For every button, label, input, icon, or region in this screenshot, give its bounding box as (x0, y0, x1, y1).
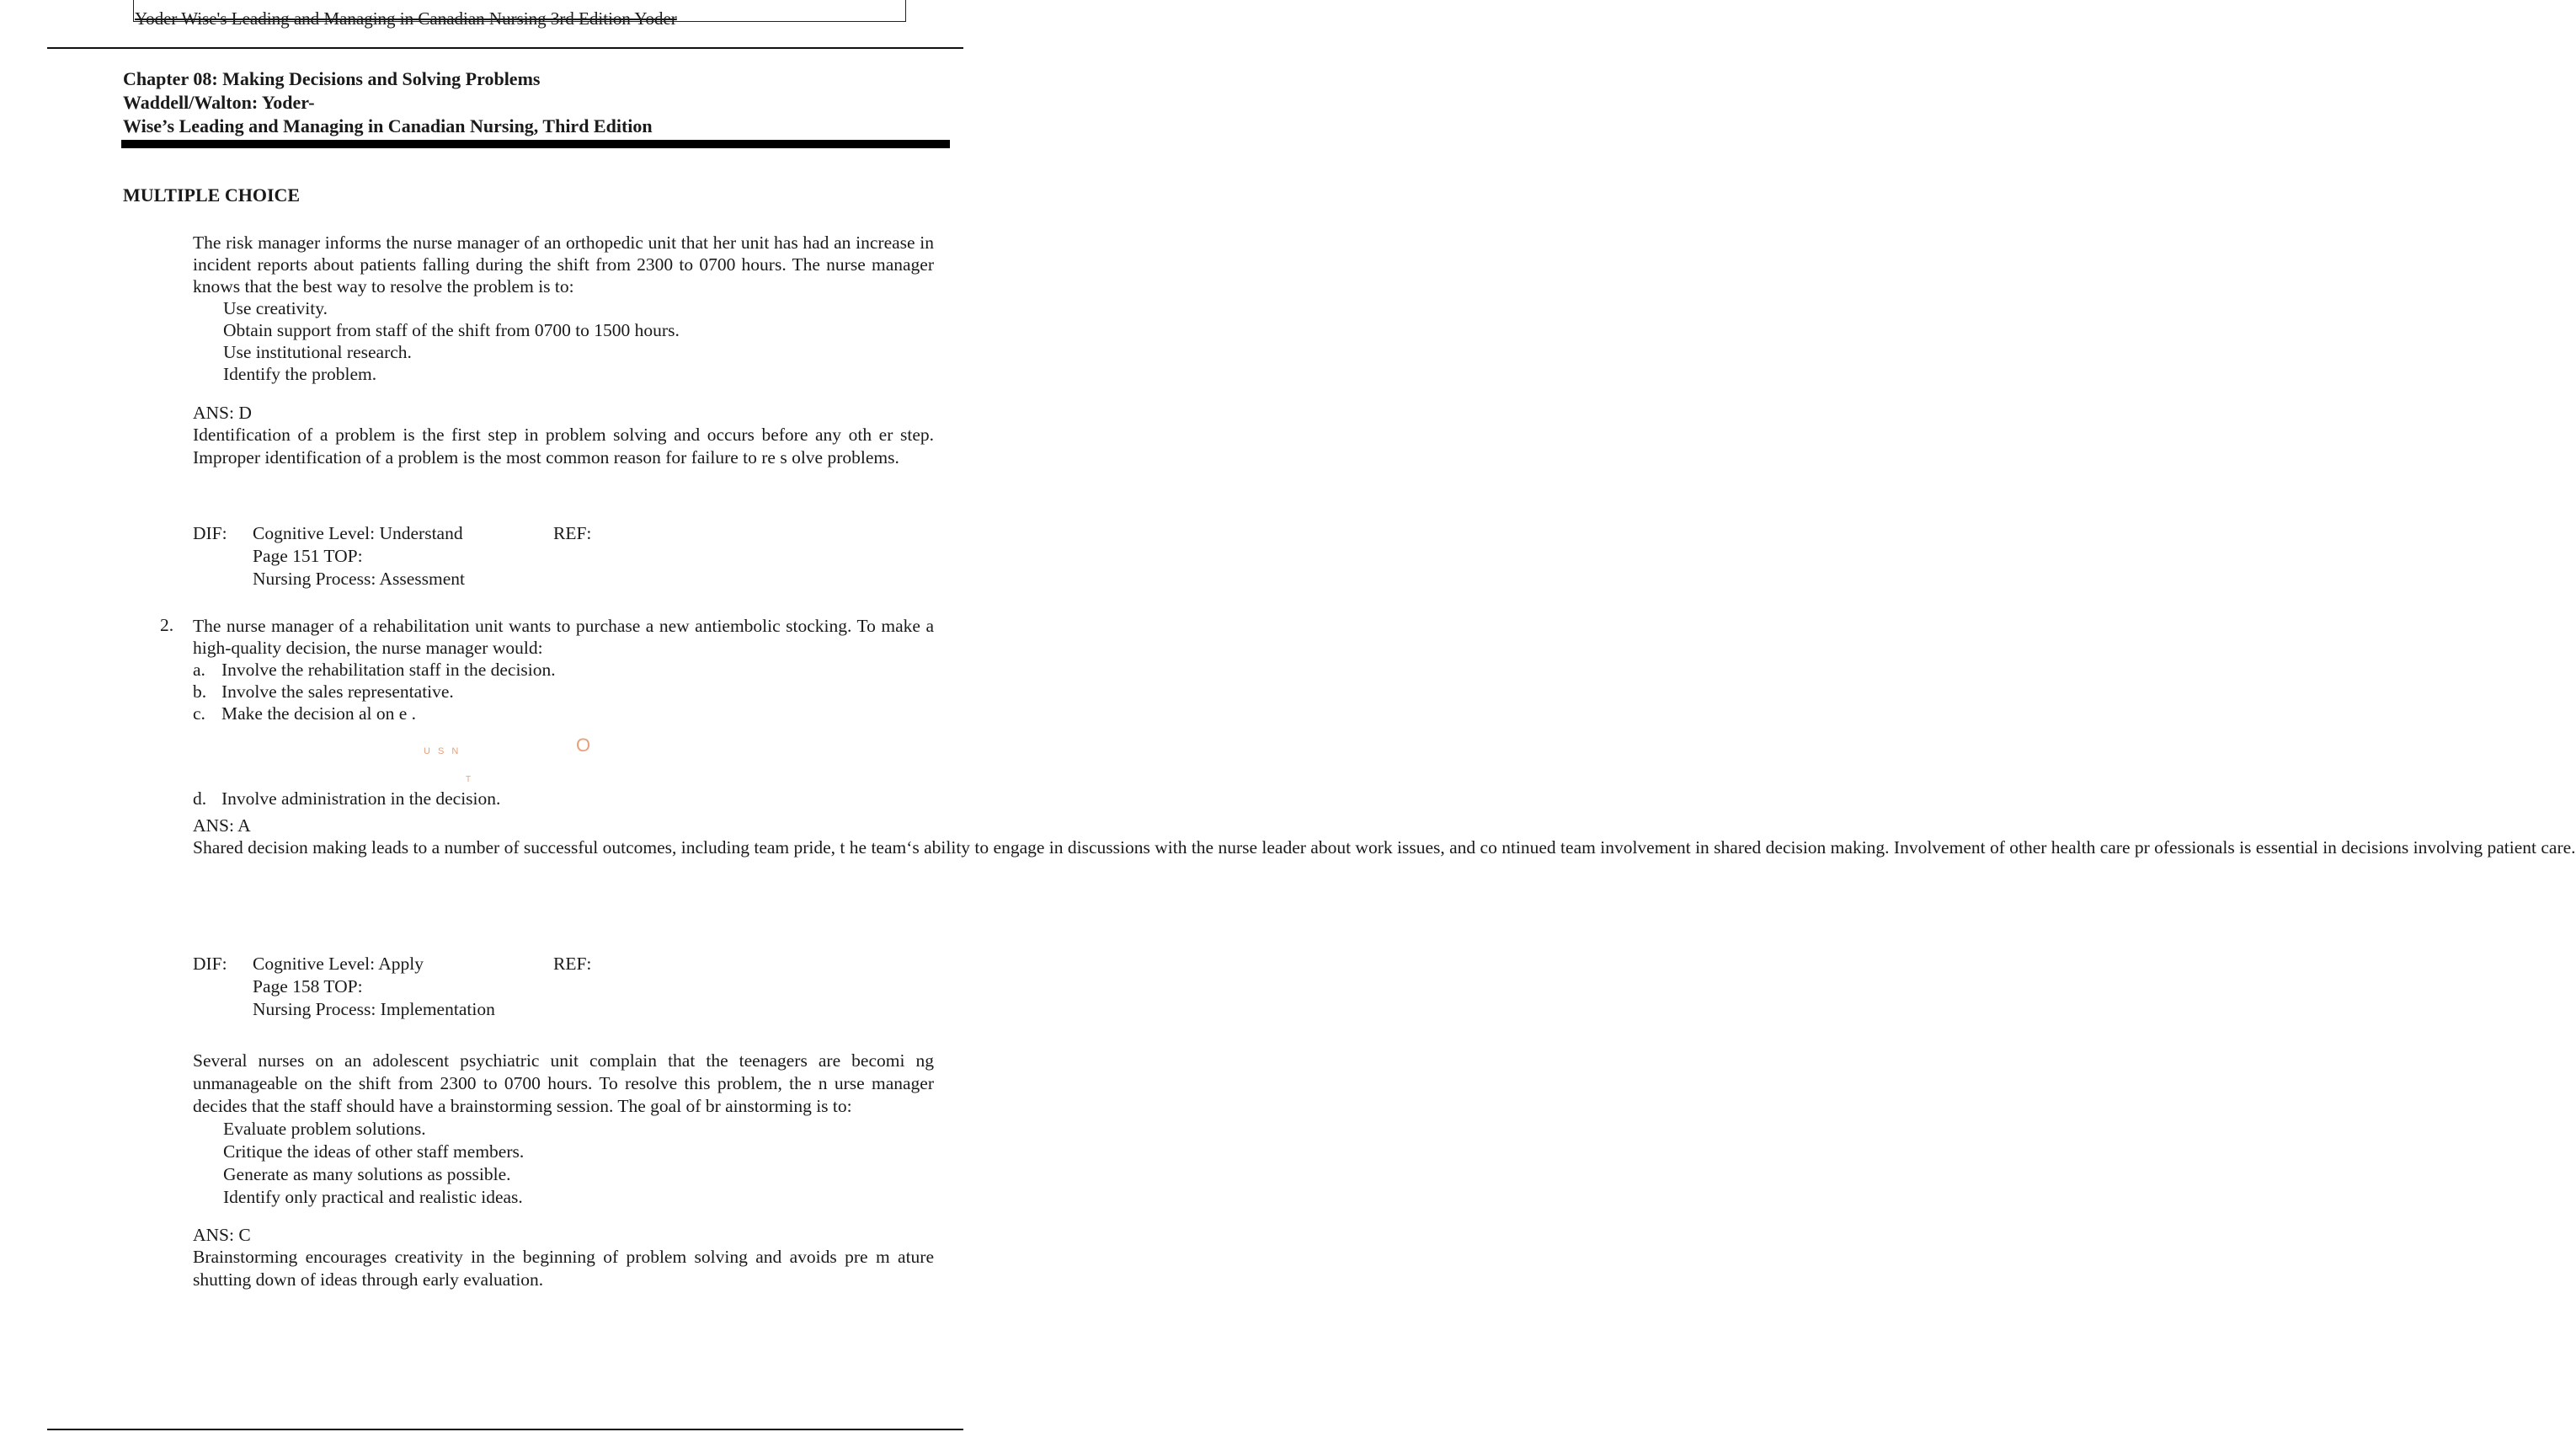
question-1-option: Obtain support from staff of the shift from 0700 to 1500 hours. (223, 320, 680, 340)
book-title: Wise’s Leading and Managing in Canadian Nursing, Third Edition (123, 115, 653, 136)
question-2-rationale: Shared decision making leads to a number of successful outcomes, including team pride, t he team‘s ability to engage in discussions with the nurse leader about work issues, and co ntinued team involvement in shared decision making. Involvement of other health care pr ofessionals is essential in decisions involving patient care. (193, 837, 2576, 858)
question-1-rationale: Identification of a problem is the first step in problem solving and occurs before any oth er step. Improper identification of a problem is the most common reason for failure to re s olve problems. (193, 425, 934, 468)
watermark-stamp: U S N (424, 746, 461, 756)
dif-details (253, 953, 495, 1021)
question-3-stem: Several nurses on an adolescent psychiatric unit complain that the teenagers are becomi ng unmanageable on the shift from 2300 to 0700 hours. To resolve this problem, the n urse manager decides that the staff should have a brainstorming session. The goal of br ainstorming is to: (193, 1050, 934, 1116)
question-1-option: Use creativity. (223, 298, 328, 318)
option-text: Involve the rehabilitation staff in the decision. (221, 660, 556, 680)
ref-label: REF: (553, 523, 592, 543)
option-text: Involve administration in the decision. (221, 788, 501, 809)
nursing-process: Nursing Process: Assessment (253, 569, 466, 589)
question-1-option: Use institutional research. (223, 342, 412, 362)
question-2-option-d (193, 788, 934, 810)
question-1 (193, 232, 934, 469)
question-2-option-c (193, 703, 934, 724)
ref-label: REF: (553, 954, 592, 974)
chapter-header (123, 67, 653, 138)
banner-title: Yoder Wise's Leading and Managing in Canadian Nursing 3rd Edition Yoder (135, 8, 677, 29)
option-text: Involve the sales representative. (221, 681, 454, 702)
nursing-process: Nursing Process: Implementation (253, 999, 495, 1019)
dif-label: DIF: (193, 523, 227, 543)
question-3-options (193, 1118, 934, 1209)
option-letter: a. (193, 660, 205, 680)
top-divider (47, 47, 963, 49)
question-2-number: 2. (160, 615, 174, 635)
question-1-stem: The risk manager informs the nurse manager of an orthopedic unit that her unit has had an increase in incident reports about patients falling during the shift from 2300 to 0700 hours. The nurse manager knows that the best way to resolve the problem is to: (193, 232, 934, 297)
section-title: MULTIPLE CHOICE (123, 184, 301, 206)
question-3-option: Critique the ideas of other staff members. (223, 1141, 525, 1162)
chapter-title: Chapter 08: Making Decisions and Solving Problems (123, 68, 541, 89)
option-letter: c. (193, 703, 205, 724)
question-3-option: Identify only practical and realistic ideas. (223, 1187, 523, 1207)
option-text: Make the decision al on e . (221, 703, 417, 724)
question-1-option: Identify the problem. (223, 364, 377, 384)
question-2-option-a (193, 659, 934, 681)
question-3-option: Generate as many solutions as possible. (223, 1164, 511, 1184)
question-2 (193, 615, 934, 724)
cognitive-level: Cognitive Level: Apply (253, 954, 424, 974)
chapter-authors: Waddell/Walton: Yoder- (123, 92, 315, 113)
question-2-continued (193, 788, 2576, 859)
question-2-option-b (193, 681, 934, 703)
option-letter: b. (193, 681, 207, 702)
question-2-answer: ANS: A (193, 815, 251, 836)
dif-details (253, 522, 465, 590)
question-1-options (193, 297, 934, 385)
question-3-rationale: Brainstorming encourages creativity in the beginning of problem solving and avoids pre m ature shutting down of ideas through early evaluation. (193, 1247, 934, 1290)
watermark-stamp: O (576, 735, 591, 756)
question-3-option: Evaluate problem solutions. (223, 1119, 426, 1139)
question-2-stem: The nurse manager of a rehabilitation unit wants to purchase a new antiembolic stocking. To make a high-quality decision, the nurse manager would: (193, 616, 934, 658)
question-2-options (193, 659, 934, 724)
option-letter: d. (193, 788, 207, 809)
question-3 (193, 1050, 934, 1291)
question-3-answer: ANS: C (193, 1225, 251, 1245)
page-top: Page 151 TOP: (253, 546, 363, 566)
cognitive-level: Cognitive Level: Understand (253, 523, 463, 543)
page-top: Page 158 TOP: (253, 976, 363, 997)
dif-label: DIF: (193, 954, 227, 974)
bottom-divider (47, 1429, 963, 1430)
question-1-answer: ANS: D (193, 403, 252, 423)
header-divider (121, 140, 950, 148)
watermark-stamp: T (466, 775, 472, 784)
